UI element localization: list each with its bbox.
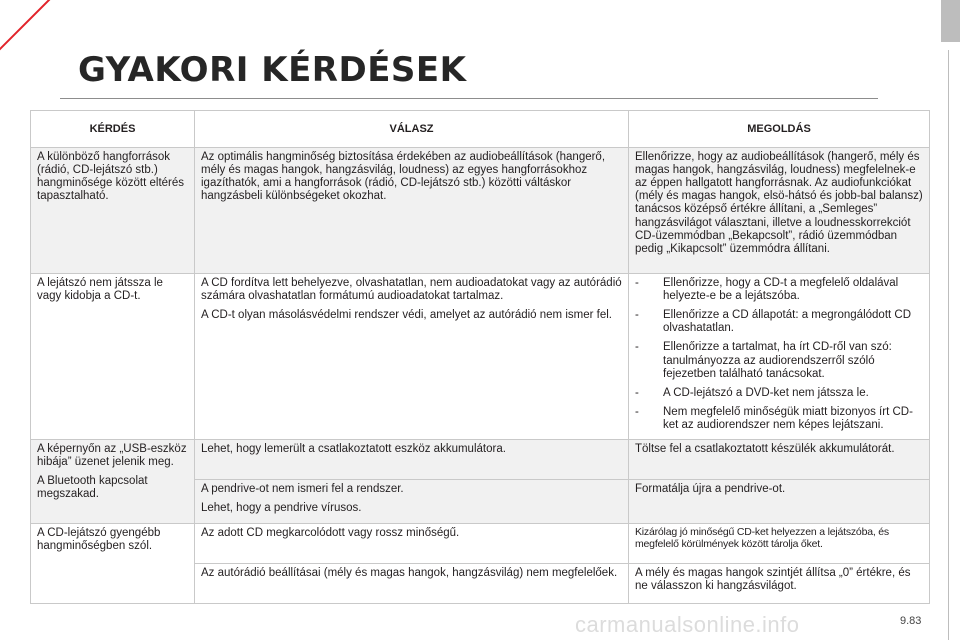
list-item: - Ellenőrizze, hogy a CD-t a megfelelő oldalával helyezte-e be a lejátszóba.: [635, 277, 899, 303]
question-text: A képernyőn az „USB-eszköz hibája” üzenet jelenik meg.: [37, 443, 187, 469]
header-solution: MEGOLDÁS: [629, 111, 930, 148]
answer-text: Az adott CD megkarcolódott vagy rossz minőségű.: [201, 527, 460, 539]
question-text: A CD-lejátszó gyengébb hangminőségben szól.: [37, 527, 161, 553]
answer-text: Lehet, hogy lemerült a csatlakoztatott eszköz akkumulátora.: [201, 443, 506, 455]
header-question: KÉRDÉS: [31, 111, 195, 148]
solution-list: [635, 277, 924, 432]
question-text: A lejátszó nem játssza le vagy kidobja a CD-t.: [37, 277, 163, 303]
answer-text: Az autórádió beállításai (mély és magas hangok, hangzásvilág) nem megfelelőek.: [201, 567, 618, 579]
list-item: - Ellenőrizze a tartalmat, ha írt CD-ről van szó: tanulmányozza az audiorendszerről szóló fejezetben található tanácsokat.: [635, 341, 892, 380]
page-number: 9.83: [900, 615, 922, 627]
list-item: - A CD-lejátszó a DVD-ket nem játssza le.: [635, 386, 869, 399]
question-text: A különböző hangforrások (rádió, CD-lejátszó stb.) hangminősége között eltérés tapasztalható.: [37, 151, 185, 203]
answer-text: A CD fordítva lett behelyezve, olvashatatlan, nem audioadatokat vagy az autórádió számára olvashatatlan formátumú audioadatokat tartalmaz.: [201, 277, 622, 303]
side-divider: [948, 50, 949, 640]
table-row: [31, 274, 930, 440]
answer-text: Az optimális hangminőség biztosítása érdekében az audiobeállítások (hangerő, mély és magas hangok, hangzásvilág, loudness) az egyes hangforrásokhoz igazíthatók, ami a hangforrások (rádió, CD-lejátszó stb.) közötti váltáskor hangzásbeli különbségeket okozhat.: [201, 151, 606, 203]
faq-table: [30, 110, 930, 604]
solution-text: A mély és magas hangok szintjét állítsa „0” értékre, és ne válasszon ki hangzásvilágot.: [635, 567, 911, 593]
answer-text: A pendrive-ot nem ismeri fel a rendszer.: [201, 483, 404, 495]
side-tab-marker: [941, 0, 960, 42]
watermark: carmanualsonline.info: [575, 612, 800, 637]
header-row: [31, 111, 930, 148]
list-item: - Nem megfelelő minőségük miatt bizonyos írt CD-ket az audiorendszer nem képes lejátszani.: [635, 405, 913, 431]
header-answer: VÁLASZ: [195, 111, 629, 148]
table-row: [31, 440, 930, 480]
table-row: [31, 148, 930, 274]
solution-text: Töltse fel a csatlakoztatott készülék akkumulátorát.: [635, 443, 895, 455]
solution-text: Formatálja újra a pendrive-ot.: [635, 483, 786, 495]
question-text: A Bluetooth kapcsolat megszakad.: [37, 475, 148, 501]
page-title: GYAKORI KÉRDÉSEK: [78, 50, 467, 90]
table-row: [31, 524, 930, 564]
answer-text: A CD-t olyan másolásvédelmi rendszer védi, amelyet az autórádió nem ismer fel.: [201, 309, 612, 322]
solution-text: Kizárólag jó minőségű CD-ket helyezzen a lejátszóba, és megfelelő körülmények között tárolja őket.: [635, 526, 889, 550]
title-divider: [60, 98, 878, 99]
solution-text: Ellenőrizze, hogy az audiobeállítások (hangerő, mély és magas hangok, hangzásvilág, loudness) megfelelnek-e az éppen hallgatott hangforrásnak. Az audiofunkciókat (mély és magas hangok, elsö-hátsó és jobb-bal balansz) tanácsos középső értékre állítani, a „Semleges” hangzásvilágot választani, illetve a loudnesskorrekciót CD-üzemmódban „Bekapcsolt”, rádió üzemmódban pedig „Kikapcsolt” üzemmódra állítani.: [635, 151, 923, 255]
list-item: - Ellenőrizze a CD állapotát: a megrongálódott CD olvashatatlan.: [635, 309, 912, 335]
answer-text: Lehet, hogy a pendrive vírusos.: [201, 502, 362, 515]
